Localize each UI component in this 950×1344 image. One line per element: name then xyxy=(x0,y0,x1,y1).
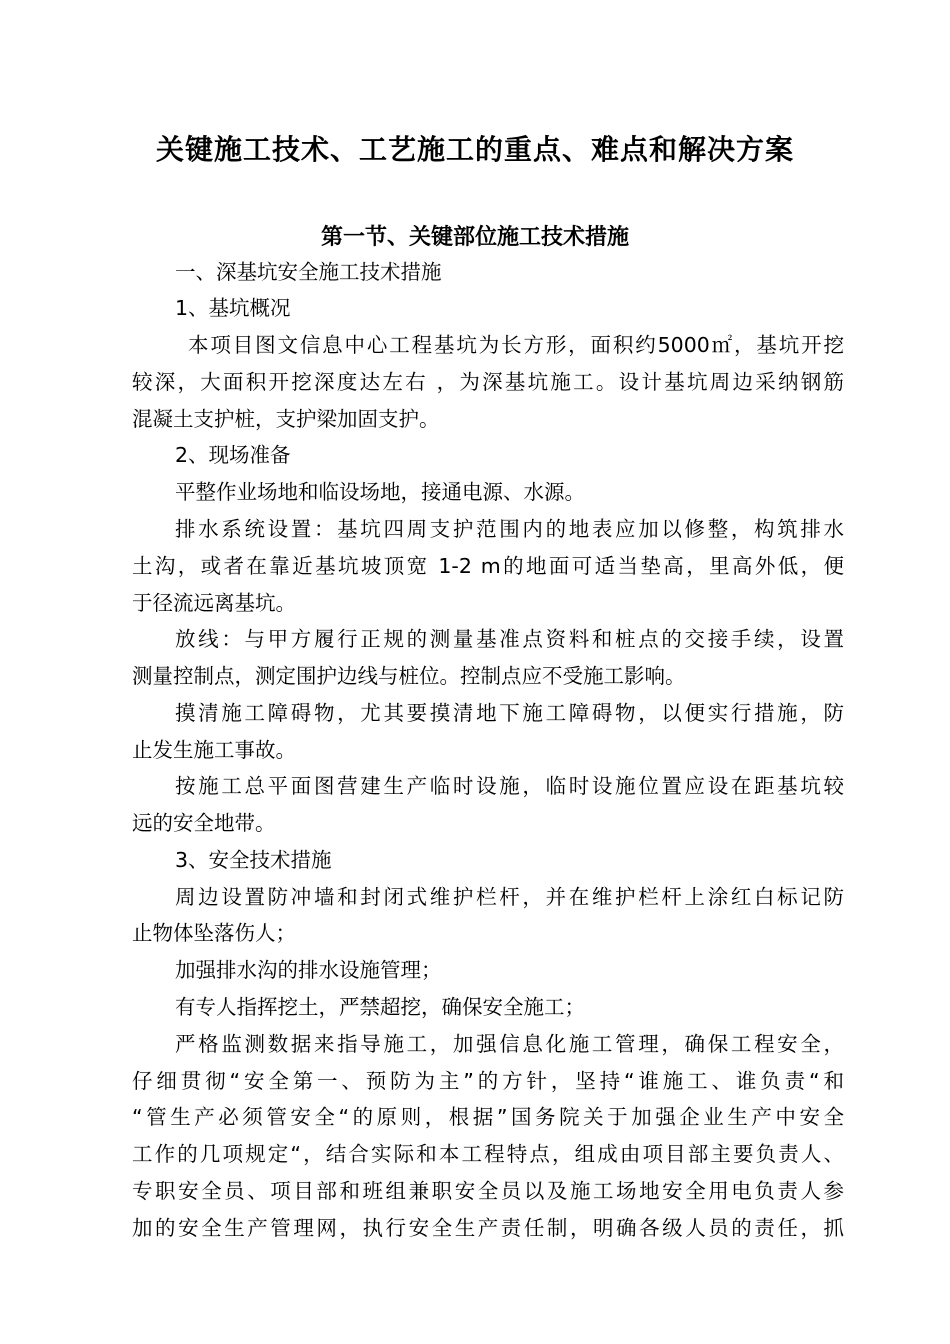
paragraph-line: 于径流远离基坑。 xyxy=(132,591,296,615)
paragraph-line: 远的安全地带。 xyxy=(132,811,276,835)
paragraph-line: 排水系统设置：基坑四周支护范围内的地表应加以修整，构筑排水 xyxy=(175,517,844,541)
paragraph-line: 较深，大面积开挖深度达左右 ，为深基坑施工。设计基坑周边采纳钢筋 xyxy=(132,370,844,394)
paragraph-line: “管生产必须管安全“的原则，根据”国务院关于加强企业生产中安全 xyxy=(132,1105,844,1129)
paragraph-line: 仔细贯彻“安全第一、预防为主”的方针，坚持“谁施工、谁负责“和 xyxy=(132,1069,844,1093)
document-title: 关键施工技术、工艺施工的重点、难点和解决方案 xyxy=(155,133,794,166)
paragraph-line: 工作的几项规定“，结合实际和本工程特点，组成由项目部主要负责人、 xyxy=(132,1142,844,1166)
paragraph-line: 专职安全员、项目部和班组兼职安全员以及施工场地安全用电负责人参 xyxy=(132,1179,844,1203)
paragraph-line: 土沟，或者在靠近基坑坡顶宽 1-2 m的地面可适当垫高，里高外低，便 xyxy=(132,554,844,578)
subheading-site-prep: 2、现场准备 xyxy=(175,443,291,467)
paragraph-line: 周边设置防冲墙和封闭式维护栏杆，并在维护栏杆上涂红白标记防 xyxy=(175,885,844,909)
paragraph-line: 加的安全生产管理网，执行安全生产责任制，明确各级人员的责任，抓 xyxy=(132,1216,844,1240)
subheading-overview: 1、基坑概况 xyxy=(175,296,291,320)
paragraph-line: 本项目图文信息中心工程基坑为长方形，面积约5000㎡，基坑开挖 xyxy=(188,333,844,357)
paragraph-line: 有专人指挥挖土，严禁超挖，确保安全施工； xyxy=(175,995,585,1019)
paragraph-line: 摸清施工障碍物，尤其要摸清地下施工障碍物，以便实行措施，防 xyxy=(175,701,844,725)
paragraph-line: 止物体坠落伤人； xyxy=(132,921,296,945)
subheading-safety: 3、安全技术措施 xyxy=(175,848,332,872)
paragraph-line: 止发生施工事故。 xyxy=(132,738,296,762)
heading-deep-pit: 一、深基坑安全施工技术措施 xyxy=(175,260,442,284)
paragraph-line: 测量控制点，测定围护边线与桩位。控制点应不受施工影响。 xyxy=(132,664,686,688)
paragraph-line: 放线：与甲方履行正规的测量基准点资料和桩点的交接手续，设置 xyxy=(175,627,844,651)
paragraph-line: 加强排水沟的排水设施管理； xyxy=(175,958,442,982)
section-title: 第一节、关键部位施工技术措施 xyxy=(320,225,629,250)
paragraph-line: 按施工总平面图营建生产临时设施，临时设施位置应设在距基坑较 xyxy=(175,774,844,798)
paragraph-line: 严格监测数据来指导施工，加强信息化施工管理，确保工程安全， xyxy=(175,1032,844,1056)
paragraph-line: 平整作业场地和临设场地，接通电源、水源。 xyxy=(175,480,585,504)
paragraph-line: 混凝土支护桩，支护梁加固支护。 xyxy=(132,407,440,431)
